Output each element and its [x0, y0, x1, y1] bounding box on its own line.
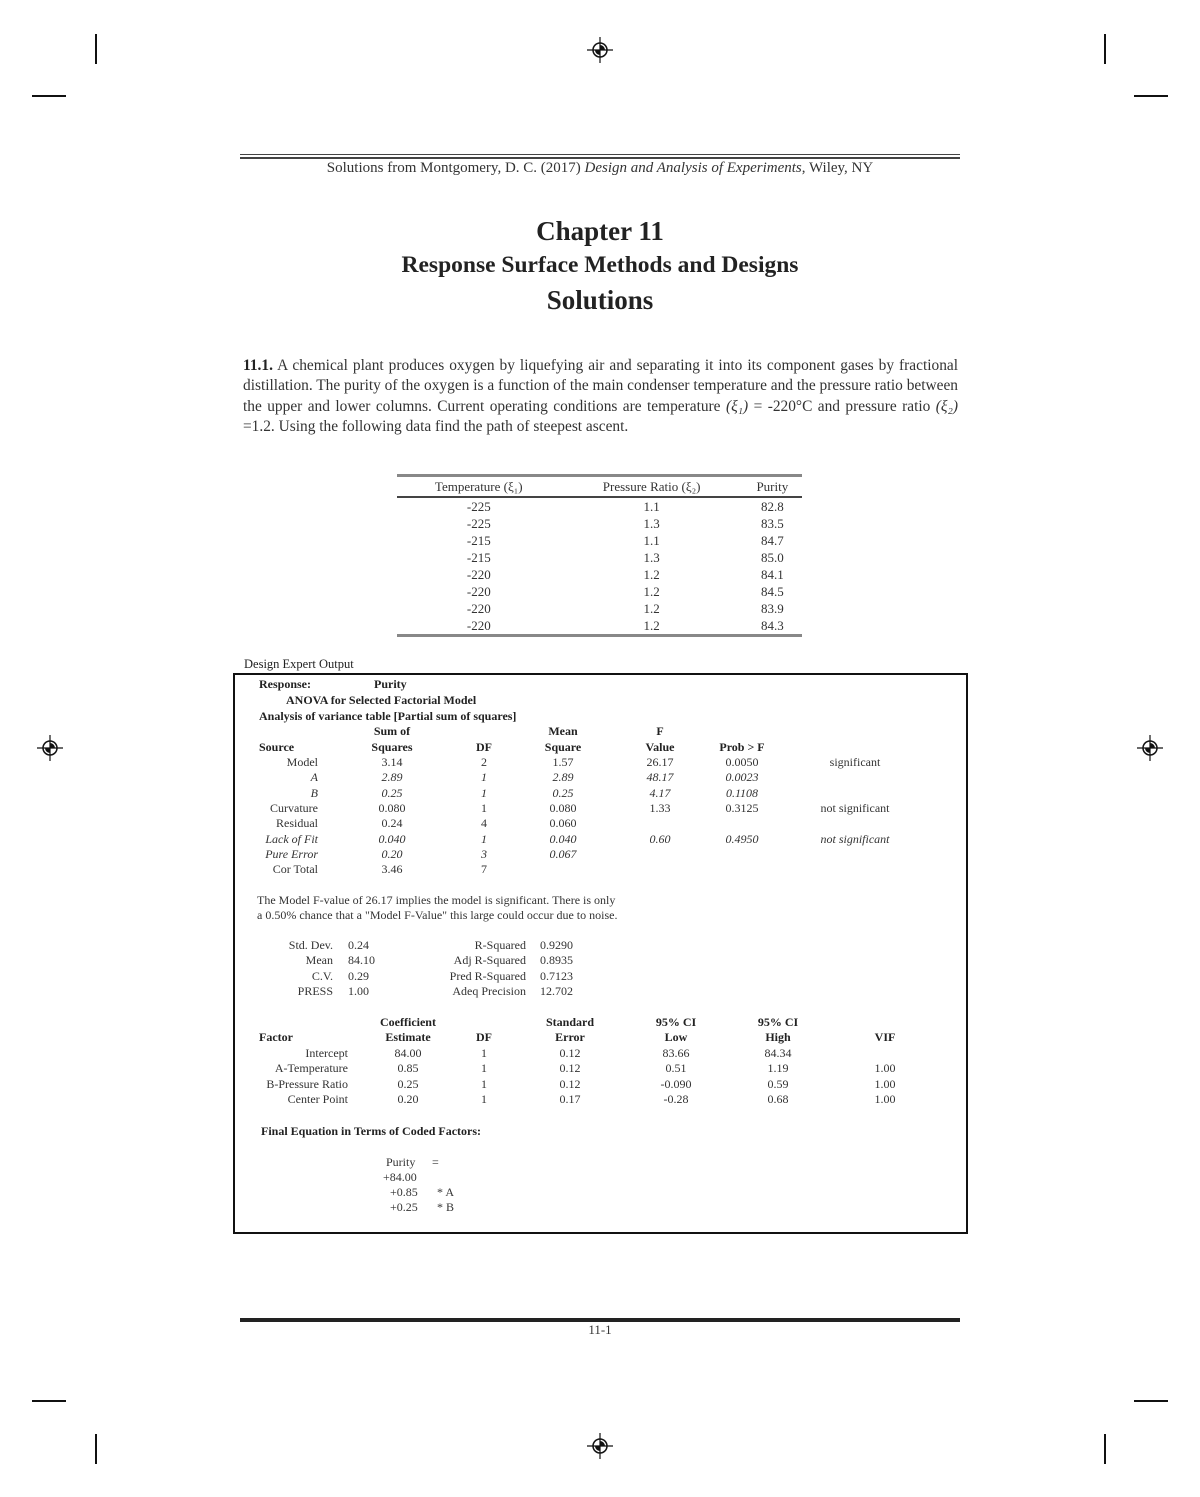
anova-source: Residual: [276, 816, 318, 831]
table-cell: -215: [466, 533, 491, 548]
crop-mark: [95, 34, 97, 64]
anova-source: A: [310, 770, 318, 785]
table-row: [397, 617, 802, 636]
response-value: Purity: [374, 677, 407, 691]
crop-mark: [1134, 1400, 1168, 1402]
anova-cell: 0.040: [549, 831, 577, 846]
coef-cell: 1.00: [874, 1076, 896, 1091]
coef-factor: A-Temperature: [274, 1061, 348, 1076]
anova-source: Pure Error: [265, 846, 318, 861]
coef-cell: 0.12: [559, 1061, 581, 1076]
table-cell: 84.3: [743, 617, 802, 636]
anova-header: Source: [259, 740, 295, 754]
experiment-data-table: [397, 474, 802, 637]
table-cell: 83.9: [760, 601, 784, 616]
coef-factor: Center Point: [287, 1091, 348, 1106]
coef-header: 95% CI: [655, 1015, 697, 1029]
running-header-text: , Wiley, NY: [801, 160, 874, 176]
anova-title: ANOVA for Selected Factorial Model: [286, 693, 477, 707]
anova-cell: 0.60: [649, 831, 671, 846]
column-header: Purity: [743, 476, 802, 498]
xi2-symbol: (ξ₂): [935, 397, 958, 415]
coef-cell: 0.68: [767, 1091, 789, 1106]
header-rule: [240, 154, 960, 155]
stat-label: PRESS: [297, 983, 333, 998]
anova-cell: 7: [481, 862, 487, 877]
coef-header: Coefficient: [380, 1015, 436, 1029]
equation-equals: =: [432, 1155, 439, 1169]
stat-value: 0.7123: [540, 968, 573, 983]
equation-term: +0.25: [390, 1200, 418, 1214]
coef-cell: 83.66: [662, 1046, 690, 1060]
anova-source: Lack of Fit: [265, 831, 318, 846]
table-cell: 1.1: [643, 533, 660, 548]
stat-label: Mean: [305, 953, 333, 968]
stat-value: 1.00: [348, 983, 369, 998]
table-cell: -220: [466, 601, 491, 616]
coef-cell: 0.51: [665, 1061, 687, 1076]
coef-cell: 0.85: [397, 1061, 419, 1076]
stat-label: R-Squared: [474, 938, 526, 952]
anova-cell: 0.080: [378, 800, 406, 815]
table-row: [397, 532, 802, 549]
anova-cell: 0.080: [549, 800, 577, 815]
stat-value: 84.10: [348, 953, 375, 968]
anova-cell: 3.14: [381, 755, 403, 769]
stat-label: Pred R-Squared: [449, 968, 526, 983]
registration-mark-icon: [1137, 735, 1163, 761]
anova-header: Mean: [548, 724, 578, 738]
coef-cell: 1: [481, 1076, 487, 1091]
column-header: Temperature (ξ₁): [397, 476, 561, 498]
anova-cell: 26.17: [646, 755, 674, 769]
anova-cell: 0.24: [381, 816, 403, 831]
stat-value: 0.8935: [540, 953, 573, 968]
anova-cell: 0.0023: [725, 770, 759, 785]
coef-cell: 1.00: [874, 1061, 896, 1076]
table-cell: 1.3: [643, 550, 660, 565]
coef-cell: 0.12: [559, 1076, 581, 1091]
table-cell: -215: [466, 550, 491, 565]
header-rule: [240, 157, 960, 159]
coef-header: Error: [555, 1030, 585, 1044]
anova-cell: 48.17: [646, 770, 674, 785]
column-header: Pressure Ratio (ξ₂): [561, 476, 743, 498]
equation-factor: * B: [437, 1200, 455, 1214]
table-row: [397, 566, 802, 583]
table-cell: -220: [466, 584, 491, 599]
book-title: Design and Analysis of Experiments: [584, 160, 802, 176]
running-header-text: Solutions from Montgomery, D. C. (2017): [326, 160, 585, 176]
coef-header: Estimate: [385, 1030, 431, 1044]
chapter-solutions-heading: Solutions: [546, 285, 654, 315]
coef-header: VIF: [874, 1030, 896, 1044]
table-cell: 83.5: [760, 516, 784, 531]
coef-header: 95% CI: [757, 1015, 799, 1029]
stat-value: 0.24: [348, 938, 369, 952]
anova-cell: 0.040: [378, 831, 406, 846]
table-row: [397, 497, 802, 515]
crop-mark: [32, 1400, 66, 1402]
crop-mark: [95, 1434, 97, 1464]
anova-cell: 0.060: [549, 816, 577, 831]
coef-cell: 1: [481, 1091, 487, 1106]
anova-cell: 2.89: [552, 770, 574, 785]
anova-cell: 2: [481, 755, 487, 769]
coef-header: Standard: [545, 1015, 595, 1029]
coef-cell: 0.20: [397, 1091, 419, 1106]
anova-cell: 4: [481, 816, 487, 831]
chapter-number: Chapter 11: [536, 216, 664, 246]
table-cell: 82.8: [760, 499, 784, 514]
problem-number: 11.1.: [243, 357, 273, 374]
anova-cell: 1.33: [649, 800, 671, 815]
coef-cell: 84.34: [764, 1046, 792, 1060]
anova-cell: not significant: [820, 831, 890, 846]
table-cell: 85.0: [760, 550, 784, 565]
anova-cell: 1.57: [552, 755, 574, 769]
page-number: 11-1: [588, 1322, 612, 1337]
anova-cell: 1: [481, 785, 487, 800]
equation-term: +0.85: [390, 1185, 418, 1199]
table-cell: 1.3: [643, 516, 660, 531]
anova-cell: 1: [481, 770, 487, 785]
model-note: a 0.50% chance that a "Model F-Value" this large could occur due to noise.: [257, 908, 618, 922]
anova-subtitle: Analysis of variance table [Partial sum of squares]: [259, 709, 517, 723]
table-cell: 1.2: [643, 601, 660, 616]
table-row: [397, 549, 802, 566]
coef-factor: Intercept: [305, 1046, 348, 1060]
anova-cell: 0.067: [549, 846, 577, 861]
equation-lhs: Purity: [386, 1155, 416, 1169]
anova-cell: significant: [829, 755, 881, 769]
anova-cell: 1: [481, 800, 487, 815]
coef-cell: 1: [481, 1046, 487, 1060]
registration-mark-icon: [587, 37, 613, 63]
problem-statement: [243, 356, 958, 438]
stat-label: Std. Dev.: [288, 938, 333, 952]
anova-cell: not significant: [820, 800, 890, 815]
anova-cell: 0.25: [552, 785, 574, 800]
coef-cell: 0.17: [559, 1091, 581, 1106]
coef-header: Low: [664, 1030, 688, 1044]
stat-label: Adeq Precision: [452, 983, 526, 998]
problem-text: = -220°C and pressure ratio: [753, 397, 931, 415]
anova-header: Sum of: [373, 724, 411, 738]
table-cell: 1.2: [561, 617, 743, 636]
table-cell: 84.1: [760, 567, 784, 582]
stat-value: 0.9290: [540, 938, 573, 952]
coef-header: Factor: [259, 1030, 293, 1044]
coef-cell: 1: [481, 1061, 487, 1076]
table-cell: 1.1: [643, 499, 660, 514]
stat-value: 0.29: [348, 968, 369, 983]
problem-text: A chemical plant produces oxygen by liquefying air and separating it into its component gases by fractional distillation. The purity of the oxygen is a function of the main condenser temperature and the pressure ratio between the upper and lower columns. Current operating conditions are temperature: [243, 357, 958, 415]
table-cell: 1.2: [643, 567, 660, 582]
response-label: Response:: [259, 677, 312, 691]
stat-label: Adj R-Squared: [453, 953, 526, 968]
crop-mark: [1104, 34, 1106, 64]
anova-header: Squares: [371, 740, 413, 754]
coef-header: High: [765, 1030, 791, 1044]
anova-source: Cor Total: [272, 862, 318, 877]
anova-header: DF: [476, 740, 492, 754]
table-row: [397, 600, 802, 617]
anova-header: Square: [544, 740, 582, 754]
equation-factor: * A: [437, 1185, 455, 1199]
table-cell: 1.2: [643, 584, 660, 599]
anova-header: Prob > F: [719, 740, 765, 754]
registration-mark-icon: [37, 735, 63, 761]
coef-header: DF: [476, 1030, 492, 1044]
anova-source: Curvature: [270, 800, 318, 815]
anova-source: B: [310, 785, 318, 800]
anova-cell: 0.0050: [725, 755, 759, 769]
coef-cell: 0.59: [767, 1076, 789, 1091]
stat-label: C.V.: [311, 968, 333, 983]
table-cell: -220: [397, 617, 561, 636]
anova-cell: 2.89: [381, 770, 403, 785]
final-equation-title: Final Equation in Terms of Coded Factors:: [261, 1124, 482, 1138]
xi1-symbol: (ξ₁): [725, 397, 749, 415]
coef-cell: 0.12: [559, 1046, 581, 1060]
table-cell: -225: [466, 499, 491, 514]
anova-cell: 3: [481, 846, 487, 861]
model-note: The Model F-value of 26.17 implies the model is significant. There is only: [257, 893, 616, 907]
anova-cell: 1: [481, 831, 487, 846]
anova-header: Value: [645, 740, 675, 754]
anova-cell: 0.1108: [725, 785, 759, 800]
table-cell: -225: [466, 516, 491, 531]
table-cell: 84.5: [760, 584, 784, 599]
coef-cell: -0.28: [663, 1091, 689, 1106]
registration-mark-icon: [587, 1433, 613, 1459]
coef-cell: 1.19: [767, 1061, 789, 1076]
running-header: [240, 160, 960, 177]
anova-cell: 3.46: [381, 862, 403, 877]
equation-term: +84.00: [383, 1170, 417, 1184]
anova-header: F: [656, 724, 664, 738]
anova-cell: 0.4950: [725, 831, 759, 846]
coef-cell: 1.00: [874, 1091, 896, 1106]
chapter-subtitle: Response Surface Methods and Designs: [401, 252, 799, 278]
anova-cell: 0.25: [381, 785, 403, 800]
problem-text: =1.2. Using the following data find the path of steepest ascent.: [243, 418, 629, 436]
table-row: [397, 583, 802, 600]
anova-cell: 0.20: [381, 846, 403, 861]
table-cell: -220: [466, 567, 491, 582]
table-row: [397, 515, 802, 532]
coef-cell: 84.00: [394, 1046, 422, 1060]
coef-cell: 0.25: [397, 1076, 419, 1091]
coef-factor: B-Pressure Ratio: [266, 1076, 348, 1091]
stat-value: 12.702: [540, 983, 573, 998]
anova-cell: 0.3125: [725, 800, 759, 815]
crop-mark: [1104, 1434, 1106, 1464]
coef-cell: -0.090: [660, 1076, 692, 1091]
anova-source: Model: [286, 755, 318, 769]
design-expert-label: Design Expert Output: [244, 657, 354, 671]
crop-mark: [1134, 95, 1168, 97]
crop-mark: [32, 95, 66, 97]
anova-cell: 4.17: [649, 785, 671, 800]
table-cell: 84.7: [760, 533, 784, 548]
